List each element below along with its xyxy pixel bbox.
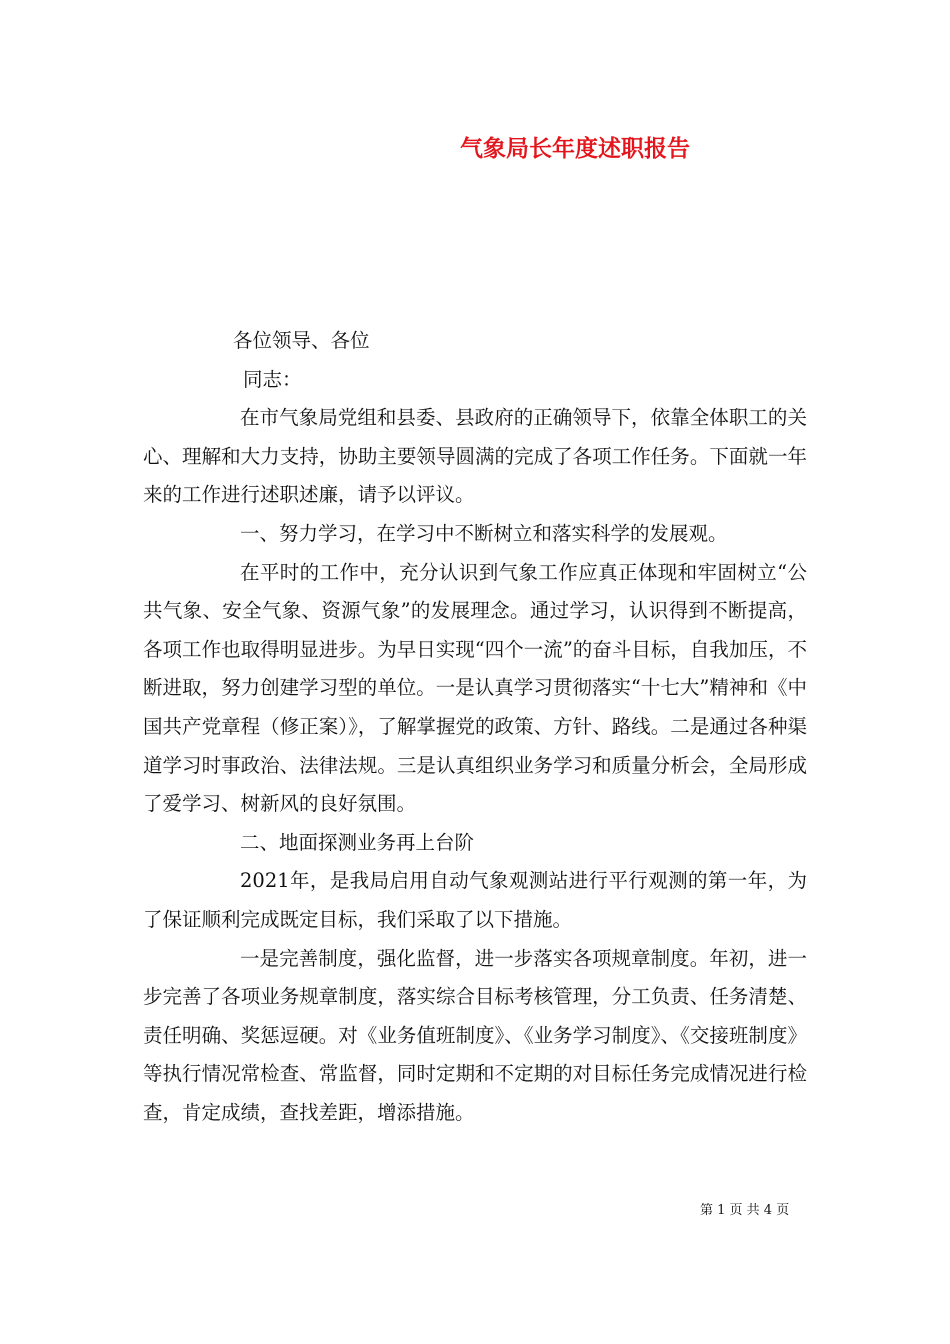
document-body bbox=[143, 322, 807, 1132]
document-title: 气象局长年度述职报告 bbox=[460, 136, 690, 162]
salutation-line-1: 各位领导、各位 bbox=[233, 329, 370, 352]
paragraph-study: 在平时的工作中，充分认识到气象工作应真正体现和牢固树立“公共气象、安全气象、资源气象”的发展理念。通过学习，认识得到不断提高，各项工作也取得明显进步。为早日实现“四个一流”的奋斗目标，自我加压，不断进取，努力创建学习型的单位。一是认真学习贯彻落实“十七大”精神和《中国共产党章程（修正案）》，了解掌握党的政策、方针、路线。二是通过各种渠道学习时事政治、法律法规。三是认真组织业务学习和质量分析会，全局形成了爱学习、树新风的良好氛围。 bbox=[143, 560, 807, 816]
page-number-footer: 第 1 页 共 4 页 bbox=[700, 1203, 790, 1218]
section-heading-2: 二、地面探测业务再上台阶 bbox=[240, 830, 475, 854]
paragraph-measures: 一是完善制度，强化监督，进一步落实各项规章制度。年初，进一步完善了各项业务规章制度，落实综合目标考核管理，分工负责、任务清楚、责任明确、奖惩逗硬。对《业务值班制度》、《业务学习制度》、《交接班制度》等执行情况常检查、常监督，同时定期和不定期的对目标任务完成情况进行检查，肯定成绩，查找差距，增添措施。 bbox=[143, 946, 807, 1124]
paragraph-intro: 在市气象局党组和县委、县政府的正确领导下，依靠全体职工的关心、理解和大力支持，协助主要领导圆满的完成了各项工作任务。下面就一年来的工作进行述职述廉，请予以评议。 bbox=[143, 406, 807, 507]
section-heading-1: 一、努力学习，在学习中不断树立和落实科学的发展观。 bbox=[240, 521, 728, 545]
paragraph-2021: 2021年，是我局启用自动气象观测站进行平行观测的第一年，为了保证顺利完成既定目标，我们采取了以下措施。 bbox=[143, 869, 807, 931]
salutation-line-2: 同志： bbox=[243, 367, 302, 391]
